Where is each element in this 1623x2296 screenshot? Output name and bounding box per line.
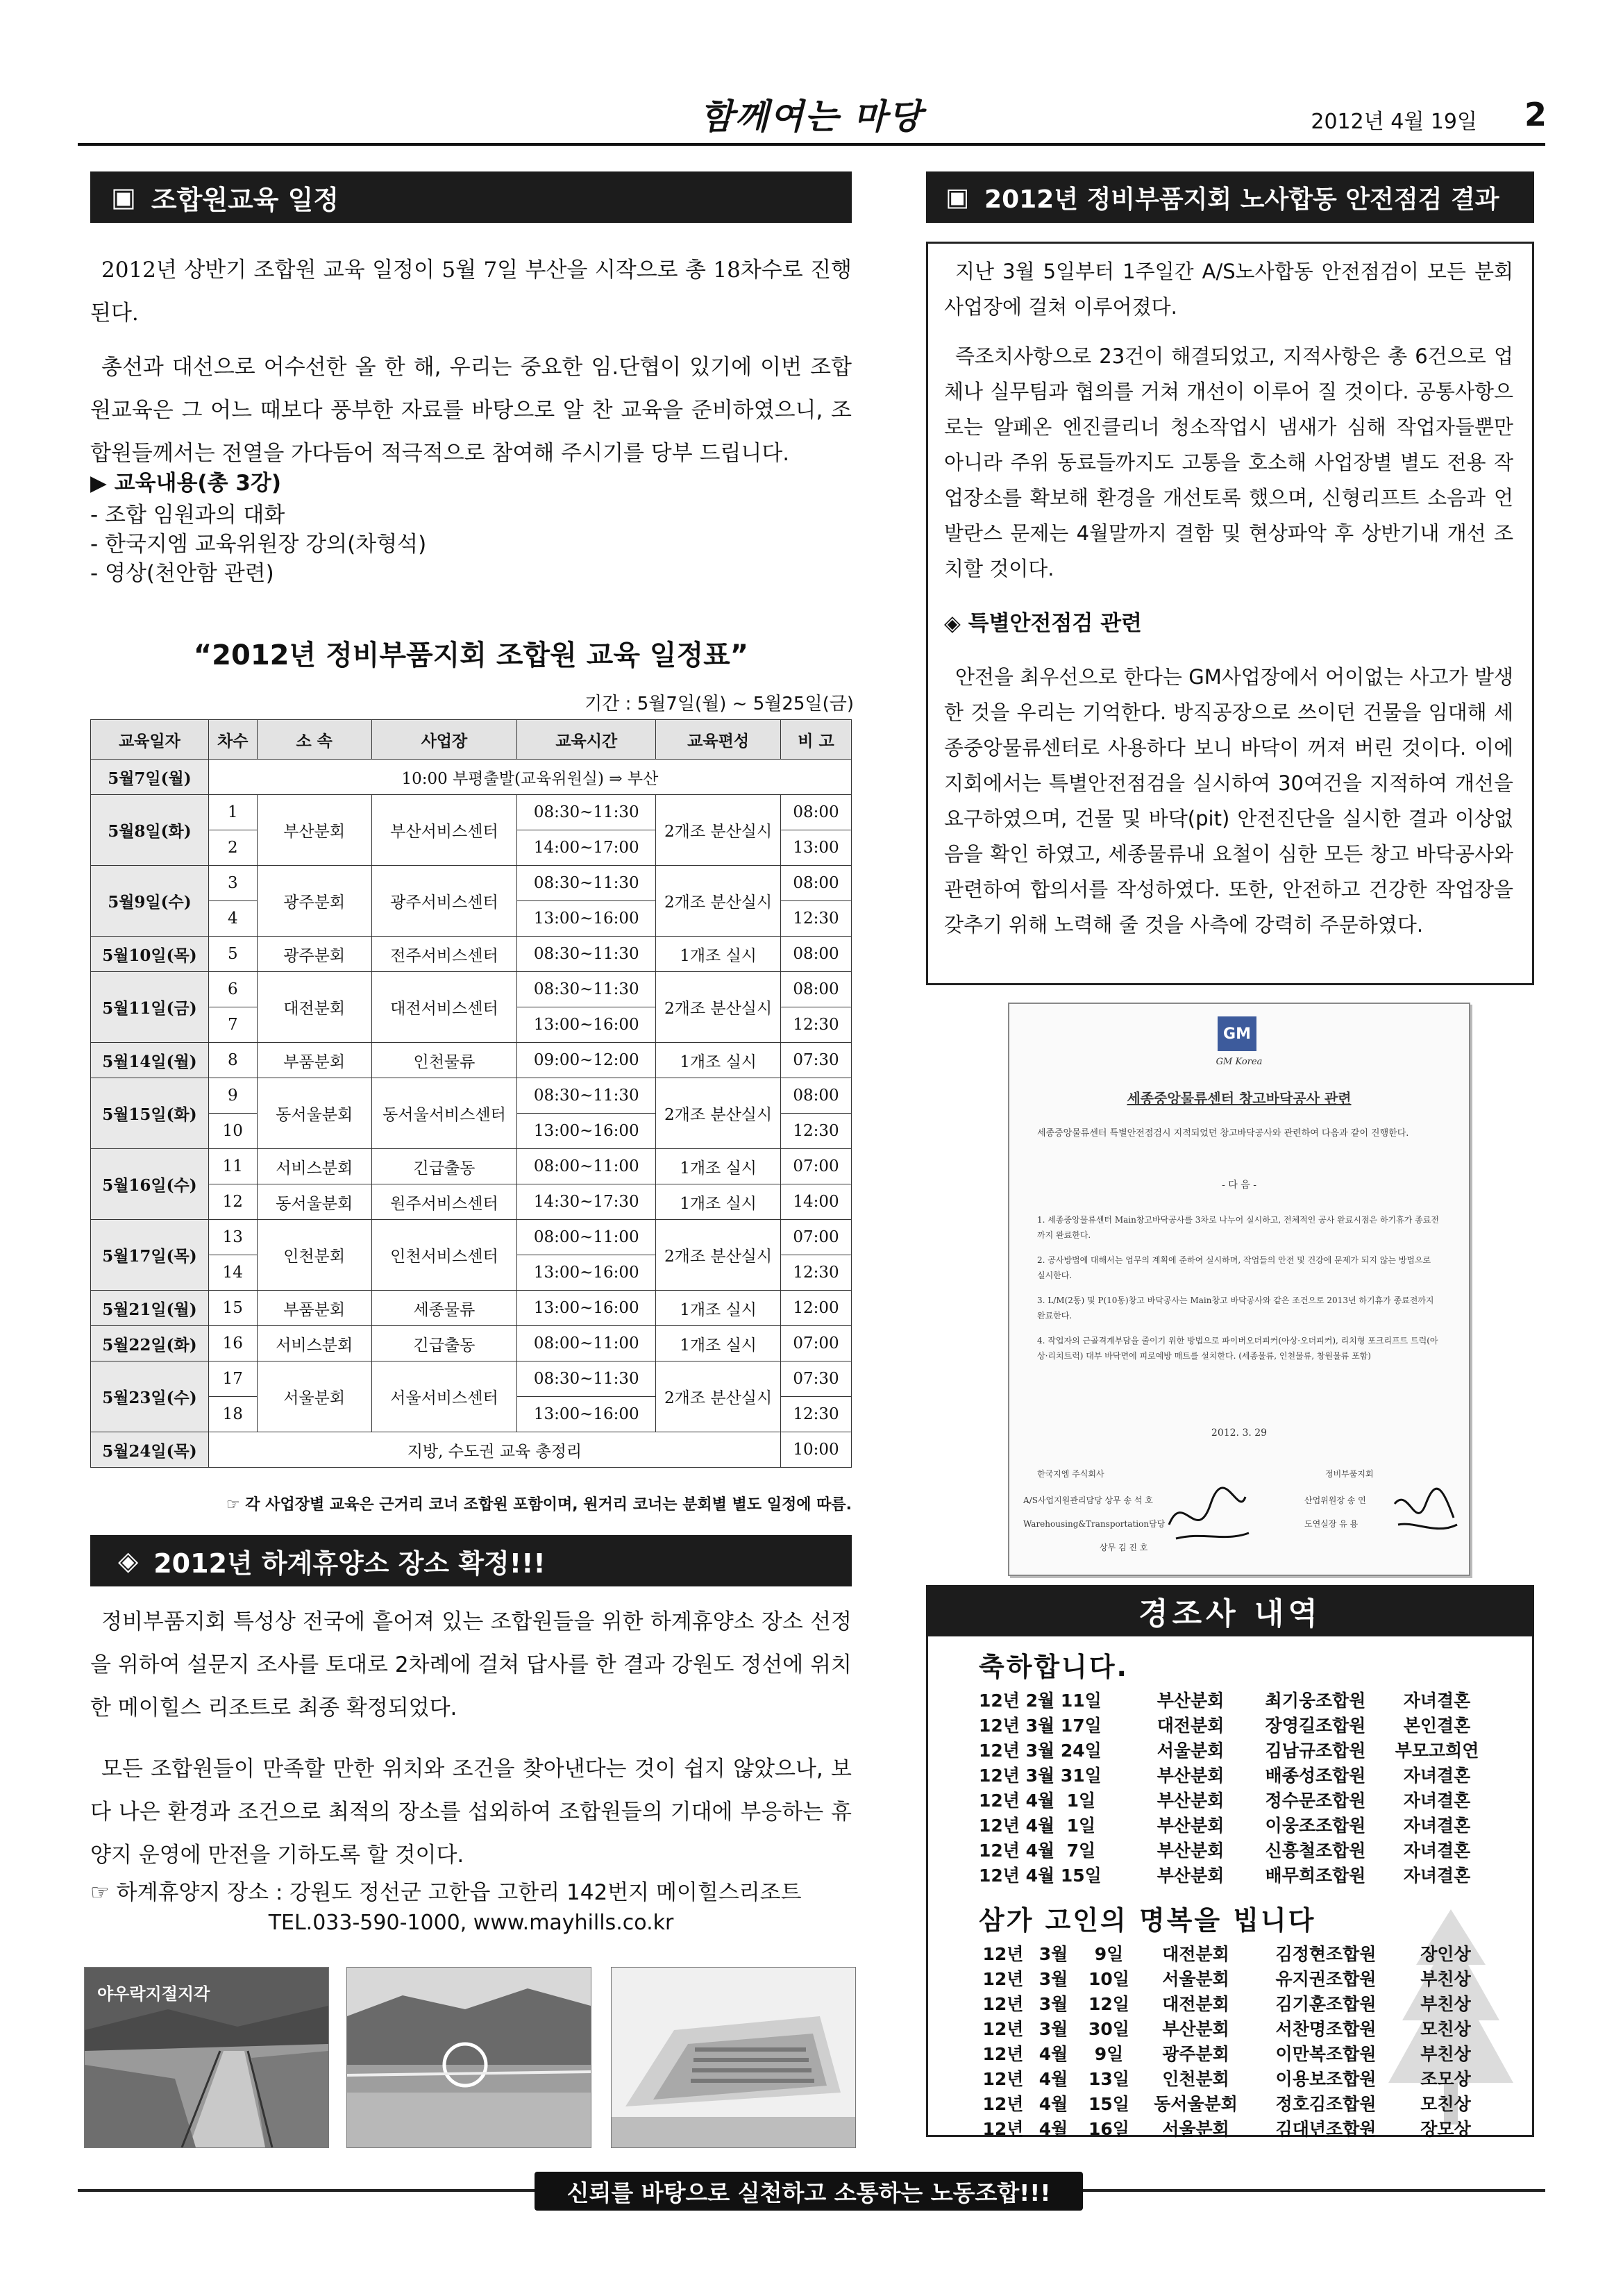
plan-cell: 1개조 실시 [656, 937, 781, 972]
date-cell: 5월24일(목) [91, 1432, 209, 1468]
note-cell: 07:00 [781, 1326, 852, 1361]
resort-photo-bridge [346, 1967, 591, 2148]
event-text: 자녀결혼 [1403, 1841, 1471, 1861]
table-row [91, 1432, 852, 1468]
table-row [91, 866, 852, 901]
site-cell: 원주서비스센터 [371, 1184, 517, 1220]
day-text: 13일 [1088, 2069, 1129, 2089]
education-paragraph: 총선과 대선으로 어수선한 올 한 해, 우리는 중요한 임.단협이 있기에 이번 조합원교육은 그 어느 때보다 풍부한 자료를 바탕으로 알 찬 교육을 준비하였으니, 조합원들께서는 전열을 가다듬어 적극적으로 참여해 주시기를 당부 드립니다. [90, 355, 852, 466]
time-cell: 13:00~16:00 [517, 901, 656, 937]
member-text: 서찬명조합원 [1275, 2019, 1377, 2039]
event-text: 자녀결혼 [1403, 1766, 1471, 1786]
memo-item: 4. 작업자의 근골격계부담을 줄이기 위한 방법으로 파이버오더피커(아상·오더피커), 리치형 포크리프트 트럭(아상·리치트럭) 대부 바닥면에 피로예방 매트를 설치한다. (세종물류, 인천물류, 창원물류 포함) [1037, 1336, 1438, 1361]
member-text: 정호김조합원 [1275, 2094, 1377, 2114]
date-cell: 5월15일(화) [91, 1078, 209, 1149]
list-item [979, 2065, 1520, 2090]
condolences-title: 경조사 내역 [1138, 1596, 1322, 1632]
education-content-item: - 조합 임원과의 대화 [90, 503, 285, 528]
memo-item: 3. L/M(2동) 및 P(10동)창고 바닥공사는 Main창고 바닥공사와 같은 조건으로 2013년 하기휴가 종료전까지 완료한다. [1037, 1296, 1434, 1321]
event-text: 자녀결혼 [1403, 1816, 1471, 1836]
note-cell: 08:00 [781, 866, 852, 901]
date-cell: 5월9일(수) [91, 866, 209, 937]
note-cell: 13:00 [781, 830, 852, 866]
member-text: 유지권조합원 [1275, 1969, 1377, 1989]
date-cell: 5월22일(화) [91, 1326, 209, 1361]
member-text: 김기훈조합원 [1275, 1994, 1377, 2014]
day-text: 15일 [1088, 2094, 1129, 2114]
memo-right-signer: 산업위원장 송 연 [1304, 1495, 1366, 1505]
time-cell: 08:00~11:00 [517, 1326, 656, 1361]
event-text: 부친상 [1420, 1994, 1471, 2014]
day-text: 16일 [1088, 2119, 1129, 2139]
list-item [979, 1787, 1520, 1812]
education-paragraph: 2012년 상반기 조합원 교육 일정이 5월 7일 부산을 시작으로 총 18차수로 진행된다. [90, 258, 852, 326]
day-text: 30일 [1088, 2019, 1129, 2039]
education-section-title: 조합원교육 일정 [151, 184, 339, 215]
memo-items [1037, 1212, 1440, 1364]
plan-cell: 2개조 분산실시 [656, 1361, 781, 1432]
note-cell: 12:30 [781, 1255, 852, 1291]
schedule-period: 기간 : 5월7일(월) ~ 5월25일(금) [585, 694, 854, 714]
note-cell: 12:00 [781, 1291, 852, 1326]
resort-section-title: 2012년 하계휴양소 장소 확정!!! [153, 1548, 546, 1579]
branch-cell: 서비스분회 [257, 1149, 371, 1184]
session-cell: 1 [208, 795, 257, 830]
schedule-title: “2012년 정비부품지회 조합원 교육 일정표” [193, 639, 749, 671]
month-text: 3월 [1038, 1994, 1068, 2014]
branch-text: 대전분회 [1162, 1944, 1229, 1964]
note-cell: 08:00 [781, 972, 852, 1007]
month-text: 3월 [1038, 2019, 1068, 2039]
year-text: 12년 [982, 2044, 1024, 2064]
memo-right-org: 정비부품지회 [1325, 1469, 1374, 1479]
month-text: 4월 [1038, 2069, 1068, 2089]
time-cell: 13:00~16:00 [517, 1114, 656, 1149]
time-cell: 09:00~12:00 [517, 1043, 656, 1078]
memo-right-signer: 도연실장 유 용 [1304, 1519, 1359, 1529]
table-row [91, 760, 852, 795]
memo-left-signer: A/S사업지원관리담당 상무 송 석 호 [1023, 1495, 1153, 1505]
branch-text: 부산분회 [1157, 1791, 1225, 1811]
education-content-item: - 한국지엠 교육위원장 강의(차형석) [90, 532, 427, 557]
year-text: 12년 [982, 2094, 1024, 2114]
memo-left-org: 한국지엠 주식회사 [1037, 1469, 1104, 1479]
year-text: 12년 [982, 1994, 1024, 2014]
member-text: 정수문조합원 [1265, 1791, 1366, 1811]
month-text: 4월 [1038, 2094, 1068, 2114]
resort-paragraph: 모든 조합원들이 만족할 만한 위치와 조건을 찾아낸다는 것이 쉽지 않았으나, 보다 나은 환경과 조건으로 최적의 장소를 섭외하여 조합원들의 기대에 부응하는 휴양지 운영에 만전을 기하도록 할 것이다. [90, 1757, 852, 1868]
note-cell: 12:30 [781, 901, 852, 937]
list-item [979, 1991, 1520, 2016]
note-cell: 07:30 [781, 1361, 852, 1397]
memo-date: 2012. 3. 29 [1211, 1427, 1268, 1439]
list-item [979, 1812, 1520, 1837]
member-text: 배종성조합원 [1265, 1766, 1366, 1786]
date-cell: 5월17일(목) [91, 1220, 209, 1291]
gm-logo-subtitle: GM Korea [1216, 1057, 1263, 1067]
session-cell: 3 [208, 866, 257, 901]
time-cell: 14:00~17:00 [517, 830, 656, 866]
resort-section-bar [90, 1535, 852, 1586]
issue-date: 2012년 4월 19일 [1311, 110, 1477, 134]
note-cell: 07:00 [781, 1149, 852, 1184]
date-text: 12년 3월 17일 [979, 1716, 1102, 1736]
branch-cell: 동서울분회 [257, 1078, 371, 1149]
year-text: 12년 [982, 2019, 1024, 2039]
year-text: 12년 [982, 1969, 1024, 1989]
plan-cell: 2개조 분산실시 [656, 1078, 781, 1149]
branch-text: 서울분회 [1162, 2119, 1229, 2139]
event-text: 본인결혼 [1403, 1716, 1471, 1736]
date-cell: 5월16일(수) [91, 1149, 209, 1220]
memo-item: 2. 공사방법에 대해서는 업무의 계획에 준하여 실시하며, 작업들의 안전 및 건강에 문제가 되지 않는 방법으로 실시한다. [1037, 1255, 1431, 1280]
branch-cell: 부품분회 [257, 1043, 371, 1078]
member-text: 이만복조합원 [1275, 2044, 1377, 2064]
plan-cell: 1개조 실시 [656, 1291, 781, 1326]
branch-cell: 광주분회 [257, 937, 371, 972]
list-item [979, 1862, 1520, 1887]
list-item [979, 1737, 1520, 1762]
plan-cell: 2개조 분산실시 [656, 795, 781, 866]
table-row [91, 1220, 852, 1255]
square-icon: ▣ [111, 182, 136, 212]
note-cell: 07:30 [781, 1043, 852, 1078]
schedule-table-body [91, 760, 852, 1468]
note-cell: 14:00 [781, 1184, 852, 1220]
date-text: 12년 3월 24일 [979, 1741, 1102, 1761]
signature-right [1388, 1483, 1464, 1545]
event-text: 부모고희연 [1395, 1741, 1479, 1761]
branch-cell: 동서울분회 [257, 1184, 371, 1220]
photo-caption: 야우락지절지각 [97, 1984, 210, 2004]
congrats-list [979, 1687, 1520, 1887]
plan-cell: 1개조 실시 [656, 1149, 781, 1184]
memo-mark: - 다 음 - [1222, 1180, 1256, 1191]
branch-cell: 인천분회 [257, 1220, 371, 1291]
list-item [979, 1712, 1520, 1737]
table-row [91, 972, 852, 1007]
date-cell: 5월8일(화) [91, 795, 209, 866]
session-cell: 17 [208, 1361, 257, 1397]
plan-cell: 2개조 분산실시 [656, 972, 781, 1043]
agreement-document [1008, 1003, 1470, 1576]
time-cell: 13:00~16:00 [517, 1291, 656, 1326]
branch-text: 부산분회 [1157, 1841, 1225, 1861]
safety-section-title: 2012년 정비부품지회 노사합동 안전점검 결과 [984, 185, 1499, 214]
page-number: 2 [1524, 96, 1547, 133]
member-text: 김정현조합원 [1275, 1944, 1377, 1964]
table-header-row [91, 720, 852, 760]
signature-left [1162, 1483, 1252, 1552]
education-body [90, 249, 852, 486]
list-item [979, 1941, 1520, 1966]
time-cell: 13:00~16:00 [517, 1397, 656, 1432]
branch-text: 부산분회 [1157, 1691, 1225, 1711]
table-row [91, 1078, 852, 1114]
time-cell: 08:30~11:30 [517, 866, 656, 901]
table-row [91, 937, 852, 972]
event-text: 모친상 [1420, 2094, 1471, 2114]
year-text: 12년 [982, 2119, 1024, 2139]
plan-cell: 2개조 분산실시 [656, 866, 781, 937]
session-cell: 5 [208, 937, 257, 972]
resort-paragraph: 정비부품지회 특성상 전국에 흩어져 있는 조합원들을 위한 하계휴양소 장소 선정을 위하여 설문지 조사를 토대로 2차례에 걸쳐 답사를 한 결과 강원도 정선에 위치한 메이힐스 리조트로 최종 확정되었다. [90, 1609, 852, 1720]
safety-paragraph: 즉조치사항으로 23건이 해결되었고, 지적사항은 총 6건으로 업체나 실무팀과 협의를 거쳐 개선이 이루어 질 것이다. 공통사항으로는 알페온 엔진클리너 청소작업시 냄새가 심해 작업자들뿐만 아니라 주위 동료들까지도 고통을 호소해 사업장별 별도 전용 작업장소를 확보해 환경을 개선토록 했으며, 신형리프트 소음과 언발란스 문제는 4월말까지 결함 및 현상파악 후 상반기내 개선 조치할 것이다. [944, 344, 1513, 580]
event-text: 조모상 [1420, 2069, 1471, 2089]
column-header: 차수 [208, 720, 257, 760]
event-text: 모친상 [1420, 2019, 1471, 2039]
branch-text: 동서울분회 [1154, 2094, 1238, 2114]
list-item [979, 2115, 1520, 2140]
note-cell: 12:30 [781, 1397, 852, 1432]
list-item [979, 2090, 1520, 2115]
time-cell: 08:30~11:30 [517, 1361, 656, 1397]
branch-text: 대전분회 [1162, 1994, 1229, 2014]
member-text: 신흥철조합원 [1265, 1841, 1366, 1861]
schedule-table [90, 719, 852, 1468]
time-cell: 08:30~11:30 [517, 795, 656, 830]
note-cell: 08:00 [781, 937, 852, 972]
event-text: 자녀결혼 [1403, 1691, 1471, 1711]
session-cell: 4 [208, 901, 257, 937]
site-cell: 긴급출동 [371, 1149, 517, 1184]
month-text: 4월 [1038, 2119, 1068, 2139]
memo-title: 세종중앙물류센터 창고바닥공사 관련 [1127, 1090, 1352, 1107]
event-text: 자녀결혼 [1403, 1791, 1471, 1811]
date-text: 12년 2월 11일 [979, 1691, 1102, 1711]
member-text: 이용보조합원 [1275, 2069, 1377, 2089]
list-item [979, 1687, 1520, 1712]
memo-intro: 세종중앙물류센터 특별안전점검시 지적되었던 창고바닥공사와 관련하여 다음과 같이 진행한다. [1037, 1128, 1409, 1139]
resort-location: ☞ 하계휴양지 장소 : 강원도 정선군 고한읍 고한리 142번지 메이힐스리조트 [90, 1880, 802, 1905]
session-cell: 16 [208, 1326, 257, 1361]
date-cell: 5월23일(수) [91, 1361, 209, 1432]
column-header: 교육편성 [656, 720, 781, 760]
note-cell: 08:00 [781, 795, 852, 830]
date-cell: 5월11일(금) [91, 972, 209, 1043]
list-item [979, 1966, 1520, 1991]
branch-cell: 서비스분회 [257, 1326, 371, 1361]
site-cell: 긴급출동 [371, 1326, 517, 1361]
member-text: 이웅조조합원 [1265, 1816, 1366, 1836]
member-text: 김남규조합원 [1265, 1741, 1366, 1761]
date-text: 12년 4월 7일 [979, 1841, 1096, 1861]
month-text: 3월 [1038, 1944, 1068, 1964]
member-text: 배무희조합원 [1265, 1866, 1366, 1886]
session-cell: 18 [208, 1397, 257, 1432]
site-cell: 인천서비스센터 [371, 1220, 517, 1291]
session-cell: 12 [208, 1184, 257, 1220]
site-cell: 인천물류 [371, 1043, 517, 1078]
departure-cell: 10:00 부평출발(교육위원실) ⇒ 부산 [208, 760, 851, 795]
site-cell: 서울서비스센터 [371, 1361, 517, 1432]
date-cell: 5월21일(월) [91, 1291, 209, 1326]
time-cell: 08:30~11:30 [517, 972, 656, 1007]
mourn-heading: 삼가 고인의 명복을 빕니다 [979, 1905, 1316, 1936]
event-text: 부친상 [1420, 2044, 1471, 2064]
time-cell: 08:30~11:30 [517, 937, 656, 972]
member-text: 김대년조합원 [1275, 2119, 1377, 2139]
branch-text: 대전분회 [1157, 1716, 1225, 1736]
site-cell: 광주서비스센터 [371, 866, 517, 937]
table-row [91, 795, 852, 830]
branch-cell: 부산분회 [257, 795, 371, 866]
newsletter-title: 함께여는 마당 [700, 97, 923, 137]
date-cell: 5월7일(월) [91, 760, 209, 795]
time-cell: 08:00~11:00 [517, 1149, 656, 1184]
event-text: 장모상 [1420, 2119, 1471, 2139]
day-text: 9일 [1094, 2044, 1124, 2064]
table-row [91, 1149, 852, 1184]
site-cell: 전주서비스센터 [371, 937, 517, 972]
month-text: 3월 [1038, 1969, 1068, 1989]
column-header: 교육일자 [91, 720, 209, 760]
date-text: 12년 4월 1일 [979, 1816, 1096, 1836]
day-text: 12일 [1088, 1994, 1129, 2014]
plan-cell: 1개조 실시 [656, 1326, 781, 1361]
list-item [979, 2016, 1520, 2041]
special-inspection-heading: ◈ 특별안전점검 관련 [944, 611, 1142, 636]
branch-text: 서울분회 [1162, 1969, 1229, 1989]
site-cell: 세종물류 [371, 1291, 517, 1326]
session-cell: 10 [208, 1114, 257, 1149]
session-cell: 14 [208, 1255, 257, 1291]
date-text: 12년 4월 1일 [979, 1791, 1096, 1811]
square-icon: ▣ [945, 183, 970, 212]
site-cell: 동서울서비스센터 [371, 1078, 517, 1149]
time-cell: 13:00~16:00 [517, 1255, 656, 1291]
year-text: 12년 [982, 2069, 1024, 2089]
plan-cell: 1개조 실시 [656, 1184, 781, 1220]
event-text: 부친상 [1420, 1969, 1471, 1989]
column-header: 소 속 [257, 720, 371, 760]
branch-cell: 광주분회 [257, 866, 371, 937]
branch-text: 인천분회 [1162, 2069, 1229, 2089]
resort-body [90, 1600, 852, 1888]
education-content-item: - 영상(천안함 관련) [90, 561, 274, 586]
resort-photo-walkway [84, 1967, 329, 2148]
gm-logo: GM [1218, 1016, 1256, 1051]
congrats-heading: 축하합니다. [979, 1652, 1129, 1682]
note-cell: 08:00 [781, 1078, 852, 1114]
event-text: 자녀결혼 [1403, 1866, 1471, 1886]
safety-body [944, 254, 1513, 598]
session-cell: 2 [208, 830, 257, 866]
date-cell: 5월10일(목) [91, 937, 209, 972]
table-row [91, 1326, 852, 1361]
condolences-title-bar [926, 1585, 1534, 1636]
column-header: 교육시간 [517, 720, 656, 760]
branch-cell: 서울분회 [257, 1361, 371, 1432]
list-item [979, 2041, 1520, 2065]
month-text: 4월 [1038, 2044, 1068, 2064]
date-text: 12년 4월 15일 [979, 1866, 1102, 1886]
time-cell: 14:30~17:30 [517, 1184, 656, 1220]
year-text: 12년 [982, 1944, 1024, 1964]
session-cell: 7 [208, 1007, 257, 1043]
table-row [91, 1291, 852, 1326]
column-header: 사업장 [371, 720, 517, 760]
member-text: 장영길조합원 [1265, 1716, 1366, 1736]
diamond-icon: ◈ [118, 1545, 139, 1576]
memo-left-signer: 상무 김 진 호 [1100, 1543, 1148, 1552]
session-cell: 13 [208, 1220, 257, 1255]
note-cell: 12:30 [781, 1007, 852, 1043]
branch-text: 부산분회 [1157, 1816, 1225, 1836]
column-header: 비 고 [781, 720, 852, 760]
branch-text: 부산분회 [1157, 1766, 1225, 1786]
date-cell: 5월14일(월) [91, 1043, 209, 1078]
branch-text: 부산분회 [1162, 2019, 1229, 2039]
safety-paragraph: 지난 3월 5일부터 1주일간 A/S노사합동 안전점검이 모든 분회 사업장에 걸쳐 이루어졌다. [944, 260, 1513, 319]
time-cell: 08:00~11:00 [517, 1220, 656, 1255]
plan-cell: 1개조 실시 [656, 1043, 781, 1078]
list-item [979, 1837, 1520, 1862]
branch-text: 부산분회 [1157, 1866, 1225, 1886]
list-item [979, 1762, 1520, 1787]
date-text: 12년 3월 31일 [979, 1766, 1102, 1786]
resort-photo-model [611, 1967, 856, 2148]
branch-text: 광주분회 [1162, 2044, 1229, 2064]
education-content-heading: ▶ 교육내용(총 3강) [90, 471, 282, 496]
session-cell: 15 [208, 1291, 257, 1326]
time-cell: 08:30~11:30 [517, 1078, 656, 1114]
footer-slogan: 신뢰를 바탕으로 실천하고 소통하는 노동조합!!! [535, 2172, 1083, 2211]
session-cell: 11 [208, 1149, 257, 1184]
note-cell: 07:00 [781, 1220, 852, 1255]
day-text: 10일 [1088, 1969, 1129, 1989]
safety-section-bar [926, 171, 1534, 223]
site-cell: 대전서비스센터 [371, 972, 517, 1043]
memo-left-signer: Warehousing&Transportation담당 [1023, 1519, 1166, 1529]
site-cell: 부산서비스센터 [371, 795, 517, 866]
plan-cell: 2개조 분산실시 [656, 1220, 781, 1291]
branch-cell: 부품분회 [257, 1291, 371, 1326]
resort-contact: TEL.033-590-1000, www.mayhills.co.kr [268, 1911, 674, 1935]
session-cell: 8 [208, 1043, 257, 1078]
event-text: 장인상 [1420, 1944, 1471, 1964]
education-content-list [90, 469, 576, 588]
summary-cell: 지방, 수도권 교육 총정리 [208, 1432, 780, 1468]
note-cell: 12:30 [781, 1114, 852, 1149]
table-row [91, 1043, 852, 1078]
branch-text: 서울분회 [1157, 1741, 1225, 1761]
schedule-footnote: ☞ 각 사업장별 교육은 근거리 코너 조합원 포함이며, 원거리 코너는 분회별 별도 일정에 따름. [226, 1496, 852, 1514]
header-rule [78, 143, 1545, 146]
special-inspection-body [944, 660, 1513, 954]
memo-item: 1. 세종중앙물류센터 Main창고바닥공사를 3차로 나누어 실시하고, 전체적인 공사 완료시점은 하기휴가 종료전까지 완료한다. [1037, 1215, 1439, 1240]
session-cell: 9 [208, 1078, 257, 1114]
branch-cell: 대전분회 [257, 972, 371, 1043]
member-text: 최기웅조합원 [1265, 1691, 1366, 1711]
education-section-bar [90, 171, 852, 223]
mourn-list [979, 1941, 1520, 2140]
day-text: 9일 [1094, 1944, 1124, 1964]
special-inspection-paragraph: 안전을 최우선으로 한다는 GM사업장에서 어이없는 사고가 발생한 것을 우리는 기억한다. 방직공장으로 쓰이던 건물을 임대해 세종중앙물류센터로 사용하다 보니 바닥이 꺼져 버린 것이다. 이에 지회에서는 특별안전점검을 실시하여 30여건을 지적하여 개선을 요구하였으며, 건물 및 바닥(pit) 안전진단을 실시한 결과 이상없음을 확인 하였고, 세종물류내 요철이 심한 모든 창고 바닥공사와 관련하여 합의서를 작성하였다. 또한, 안전하고 건강한 작업장을 갖추기 위해 노력해 줄 것을 사측에 강력히 주문하였다. [944, 665, 1513, 937]
note-cell: 10:00 [781, 1432, 852, 1468]
session-cell: 6 [208, 972, 257, 1007]
table-row [91, 1361, 852, 1397]
time-cell: 13:00~16:00 [517, 1007, 656, 1043]
